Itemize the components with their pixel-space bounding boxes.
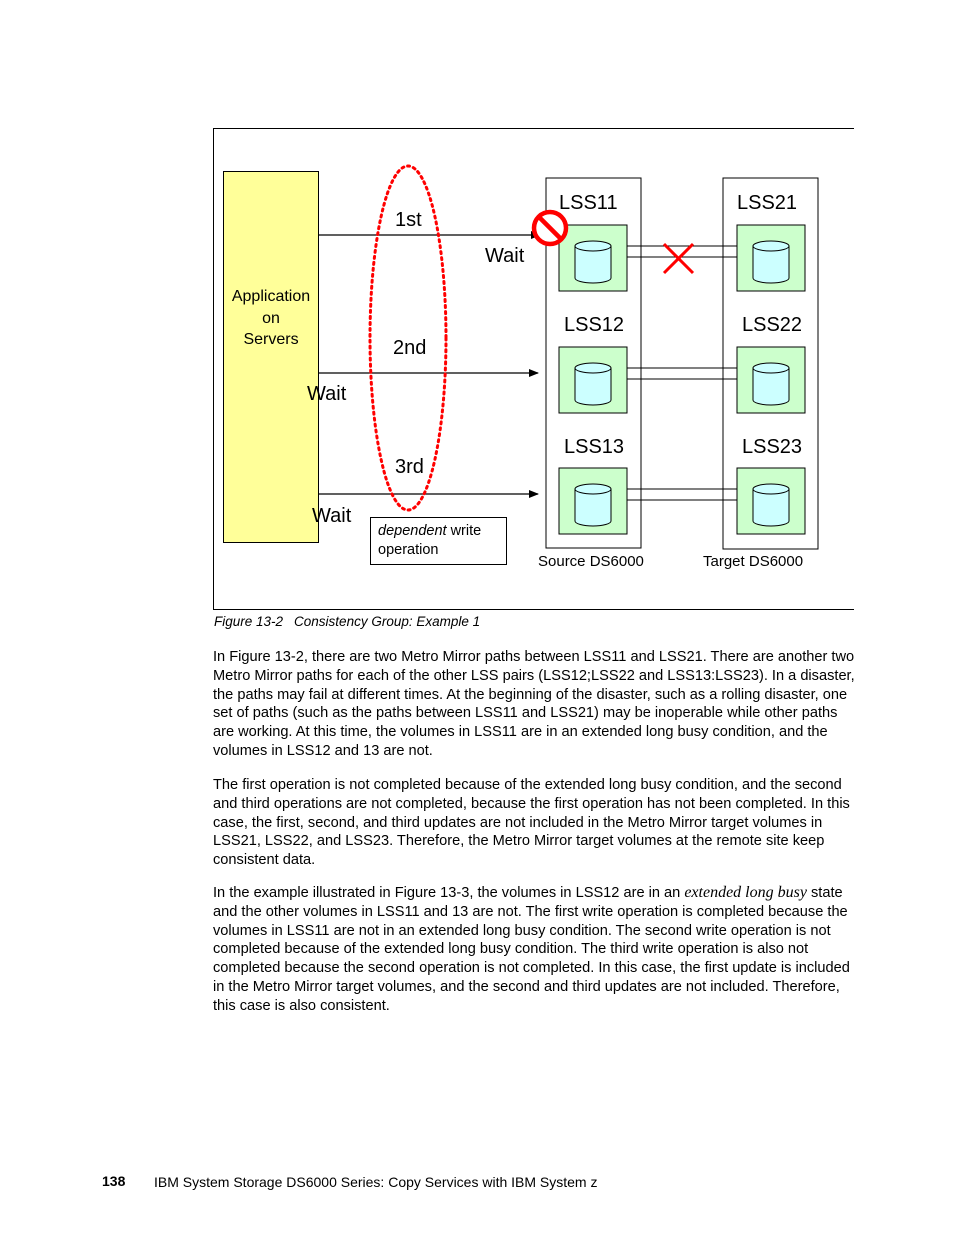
- source-volume-2: [559, 347, 627, 413]
- dependent-word: dependent: [378, 523, 447, 539]
- application-box: [223, 171, 319, 543]
- lss-label-target-3: LSS23: [742, 436, 803, 458]
- paragraph-3-emphasis: extended long busy: [684, 884, 807, 901]
- target-ds6000-label: Target DS6000: [703, 553, 804, 570]
- paragraph-3-end: state and the other volumes in LSS11 and 13 are not. The first write operation is completed because the volumes in LSS11 are not in an extended long busy condition. The second write operation is not completed because of the extended long busy condition. The third write operation is also not completed because the second operation is not completed. In this case, the first update is included in the Metro Mirror target volumes, and the second and third updates are not included. Therefore, this case is also consistent.: [213, 885, 850, 1014]
- broken-path-cross-icon: [664, 244, 693, 273]
- figure-number: Figure 13-2: [214, 614, 284, 629]
- dependent-write-note: [370, 517, 507, 565]
- dependent-line2: operation: [378, 542, 439, 558]
- figure-title: Consistency Group: Example 1: [294, 614, 481, 629]
- disk-cylinder-icon: [753, 241, 789, 283]
- lss-label-source-2: LSS12: [564, 314, 625, 336]
- source-volume-1: [559, 225, 627, 291]
- disk-cylinder-icon: [575, 241, 611, 283]
- page-number: 138: [102, 1173, 126, 1189]
- op-label-1st: 1st: [395, 209, 422, 231]
- lss-label-source-1: LSS11: [559, 192, 618, 214]
- op-label-2nd: 2nd: [393, 337, 427, 359]
- book-title: IBM System Storage DS6000 Series: Copy Services with IBM System z: [154, 1174, 598, 1190]
- app-label-line: Application: [231, 288, 311, 305]
- wait-label-3: Wait: [312, 505, 352, 527]
- disk-cylinder-icon: [575, 363, 611, 405]
- paragraph-1: In Figure 13-2, there are two Metro Mirror paths between LSS11 and LSS21. There are another two Metro Mirror paths for each of the other LSS pairs (LSS12;LSS22 and LSS13:LSS23). In a disaster, the paths may fail at different times. At the beginning of the disaster, such as a rolling disaster, one set of paths (such as the paths between LSS11 and LSS21) may be inoperable while other paths are working. At this time, the volumes in LSS11 are in an extended long busy condition, and the volumes in LSS12 and 13 are not.: [213, 649, 855, 759]
- disk-cylinder-icon: [753, 484, 789, 526]
- source-ds6000-label: Source DS6000: [538, 553, 644, 570]
- lss-label-target-2: LSS22: [742, 314, 803, 336]
- metro-mirror-paths: [627, 246, 737, 500]
- figure-caption: [214, 614, 480, 629]
- op-label-3rd: 3rd: [395, 456, 424, 478]
- lss-label-source-3: LSS13: [564, 436, 625, 458]
- lss-label-target-1: LSS21: [737, 192, 798, 214]
- disk-cylinder-icon: [753, 363, 789, 405]
- application-label: [223, 286, 319, 351]
- wait-label-2: Wait: [307, 383, 347, 405]
- paragraph-3-start: In the example illustrated in Figure 13-3, the volumes in LSS12 are in an: [213, 885, 685, 901]
- dependent-rest: write: [446, 523, 482, 539]
- source-volume-3: [559, 468, 627, 534]
- wait-label-1: Wait: [485, 245, 525, 267]
- disk-cylinder-icon: [575, 484, 611, 526]
- app-label-line: Servers: [243, 331, 299, 348]
- paragraph-2: The first operation is not completed because of the extended long busy condition, and the second and third operations are not completed, because the first operation has not been completed. In this case, the first, second, and third updates are not included in the Metro Mirror target volumes in LSS21, LSS22, and LSS23. Therefore, the Metro Mirror target volumes at the remote site keep consistent data.: [213, 777, 850, 869]
- target-volume-2: [737, 347, 805, 413]
- target-volume-3: [737, 468, 805, 534]
- paragraph-3: [213, 884, 858, 1016]
- app-label-line: on: [262, 309, 280, 327]
- no-entry-icon: [534, 212, 566, 244]
- target-volume-1: [737, 225, 805, 291]
